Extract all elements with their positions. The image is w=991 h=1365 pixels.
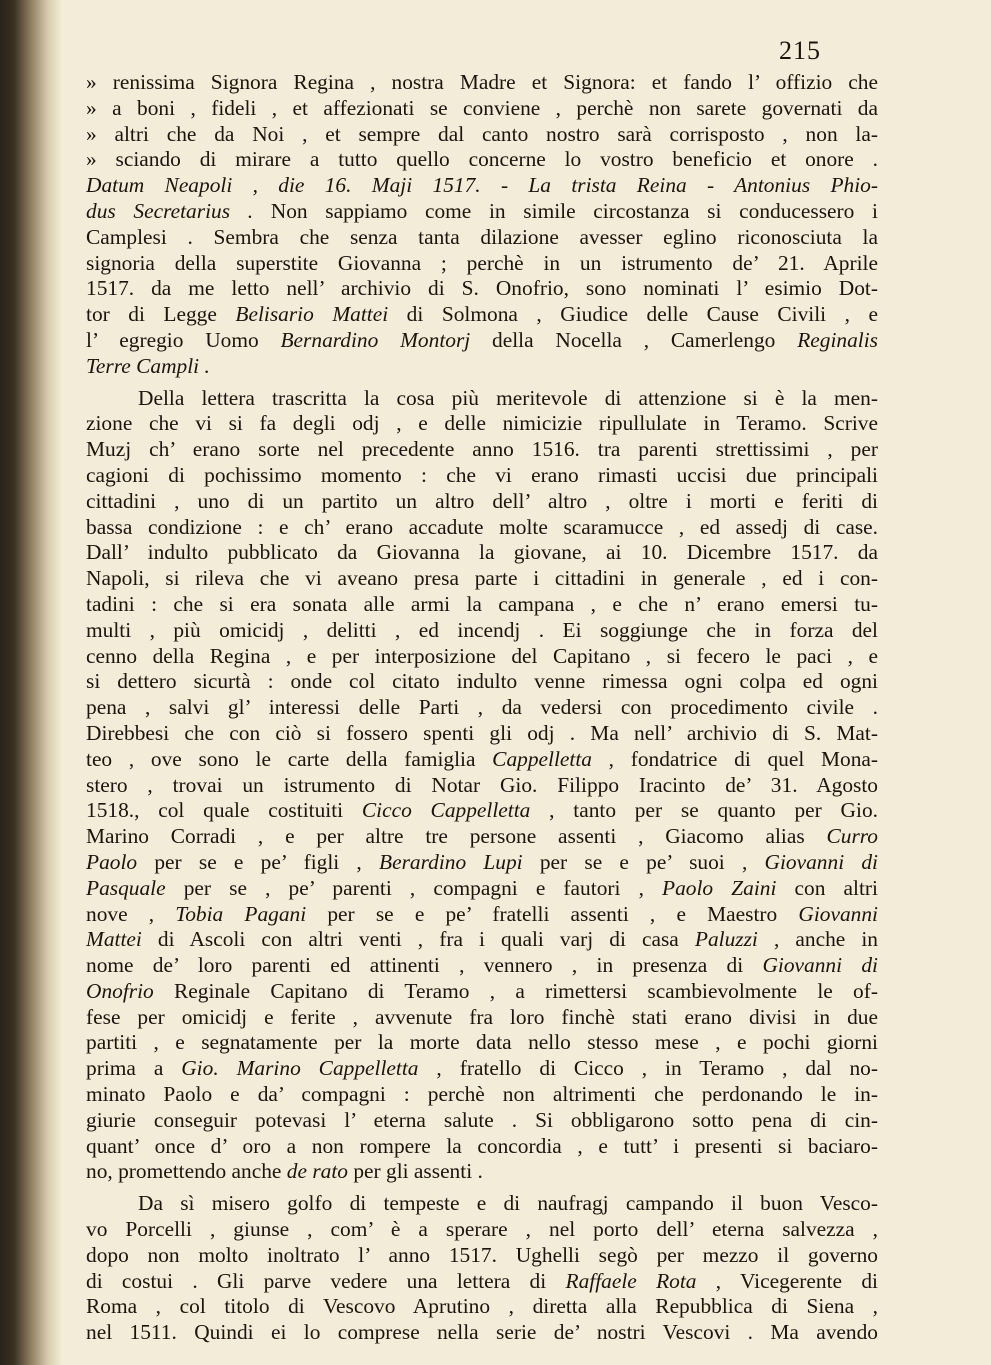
text-segment: , anche in [757,927,878,952]
text-segment: di costui . Gli parve vedere una lettera di [86,1268,566,1293]
body-text [86,70,878,1346]
text-line [86,669,878,695]
text-segment: quant’ once d’ oro a non rompere la concordia , e tutt’ i presenti si baciaro- [86,1133,878,1158]
text-line [86,1005,878,1031]
italic-text: Berardino Lupi [379,849,523,874]
text-line [86,540,878,566]
text-line [86,1294,878,1320]
italic-text: Paolo [86,849,138,874]
italic-text: Paolo Zaini [662,875,777,900]
text-segment: , Vicegerente di [696,1268,878,1293]
italic-text: Tobia Pagani [175,901,307,926]
italic-text: Reginalis [797,327,878,352]
text-segment: fese per omicidj e ferite , avvenute fra loro finchè stati erano divisi in due [86,1004,878,1029]
text-segment: signoria della superstite Giovanna ; perchè in un istrumento de’ 21. Aprile [86,250,878,275]
text-line [86,515,878,541]
text-line [86,463,878,489]
page-binding-shadow [0,0,62,1365]
text-segment: Da sì misero golfo di tempeste e di naufragj campando il buon Vesco- [138,1191,878,1216]
text-line [86,411,878,437]
text-segment: per gli assenti . [347,1159,483,1184]
text-segment: teo , ove sono le carte della famiglia [86,746,493,771]
italic-text: Paluzzi [694,927,758,952]
text-line [86,773,878,799]
text-segment: l’ egregio Uomo [86,327,281,352]
text-segment: bassa condizione : e ch’ erano accadute molte scaramucce , ed assedj di case. [86,514,878,539]
italic-text: Onofrio [86,978,154,1003]
text-line [86,489,878,515]
text-line [86,147,878,173]
text-line [86,592,878,618]
text-segment: partiti , e segnatamente per la morte data nello stesso mese , e pochi giorni [86,1030,878,1055]
text-line [86,695,878,721]
italic-text: Giovanni di [764,849,878,874]
text-segment: vo Porcelli , giunse , com’ è a sperare , nel porto dell’ eterna salvezza , [86,1217,878,1242]
text-segment: per se e pe’ figli , [137,849,380,874]
text-segment: nel 1511. Quindi ei lo comprese nella serie de’ nostri Vescovi . Ma avendo [86,1320,878,1345]
text-line [86,302,878,328]
text-segment: della Nocella , Camerlengo [470,327,798,352]
text-segment: no, promettendo anche [86,1159,287,1184]
italic-text: Cappelletta [492,746,592,771]
text-segment: , fratello di Cicco , in Teramo , dal no- [418,1056,878,1081]
text-segment: cittadini , uno di un partito un altro dell’ altro , oltre i morti e feriti di [86,488,878,513]
text-line [86,96,878,122]
text-line [86,876,878,902]
text-segment: per se , pe’ parenti , compagni e fautori , [165,875,663,900]
text-segment: minato Paolo e da’ compagni : perchè non altrimenti che perdonando le in- [86,1082,878,1107]
text-line [86,328,878,354]
italic-text: Terre Campli . [86,353,210,378]
text-line [86,386,878,412]
text-segment: tor di Legge [86,302,236,327]
text-line [86,1320,878,1346]
text-segment: Dall’ indulto pubblicato da Giovanna la giovane, ai 10. Dicembre 1517. da [86,540,878,565]
text-line [86,979,878,1005]
italic-text: Pasquale [86,875,166,900]
text-segment: Muzj ch’ erano sorte nel precedente anno 1516. tra parenti strettissimi , per [86,437,878,462]
text-segment: » renissima Signora Regina , nostra Madre et Signora: et fando l’ offizio che [86,70,878,94]
text-line [86,1134,878,1160]
text-line [86,437,878,463]
text-line [86,566,878,592]
text-segment: si dettero sicurtà : onde col citato indulto venne rimessa ogni colpa ed ogni [86,669,878,694]
text-line [86,251,878,277]
text-segment: » altri che da Noi , et sempre dal canto nostro sarà corrisposto , non la- [86,121,878,146]
text-segment: stero , trovai un istrumento di Notar Gio. Filippo Iracinto de’ 31. Agosto [86,772,878,797]
italic-text: dus Secretarius . [86,198,254,223]
italic-text: Belisario Mattei [235,302,389,327]
text-line [86,354,878,380]
italic-text: Curro [826,824,878,849]
text-segment: pena , salvi gl’ interessi delle Parti , da vedersi con procedimento civile . [86,695,878,720]
text-line [86,70,878,96]
text-segment: Della lettera trascritta la cosa più meritevole di attenzione si è la men- [138,385,878,410]
text-line [86,747,878,773]
text-line [86,225,878,251]
text-segment: Marino Corradi , e per altre tre persone assenti , Giacomo alias [86,824,827,849]
text-line [86,902,878,928]
page-number: 215 [779,36,821,65]
text-line [86,644,878,670]
text-line [86,1159,878,1185]
italic-text: de rato [286,1159,348,1184]
text-segment: Roma , col titolo di Vescovo Aprutino , diretta alla Repubblica di Siena , [86,1294,878,1319]
text-line [86,1269,878,1295]
text-line [86,798,878,824]
text-segment: » a boni , fideli , et affezionati se conviene , perchè non sarete governati da [86,95,878,120]
text-line [86,721,878,747]
text-segment: prima a [86,1056,182,1081]
text-segment: cenno della Regina , e per interposizione del Capitano , si fecero le paci , e [86,643,878,668]
italic-text: Giovanni [798,901,878,926]
text-segment: di Solmona , Giudice delle Cause Civili , e [388,302,878,327]
text-segment: Direbbesi che con ciò si fossero spenti gli odj . Ma nell’ archivio di S. Mat- [86,720,878,745]
text-line [86,1191,878,1217]
text-segment: di Ascoli con altri venti , fra i quali varj di casa [141,927,695,952]
text-line [86,1030,878,1056]
italic-text: Bernardino Montorj [280,327,471,352]
italic-text: Cicco Cappelletta [361,798,531,823]
text-line [86,1082,878,1108]
text-line [86,1217,878,1243]
text-line [86,824,878,850]
text-segment: zione che vi si fa degli odj , e delle nimicizie ripullulate in Teramo. Scrive [86,411,878,436]
italic-text: Gio. Marino Cappelletta [181,1056,419,1081]
italic-text: Raffaele Rota [565,1268,697,1293]
text-segment: per se e pe’ fratelli assenti , e Maestro [306,901,799,926]
text-line [86,953,878,979]
text-segment: Napoli, si rileva che vi aveano presa parte i cittadini in generale , ed i con- [86,566,878,591]
italic-text: Giovanni di [762,953,878,978]
text-segment: Camplesi . Sembra che senza tanta dilazione avesser eglino riconosciuta la [86,224,878,249]
text-line [86,850,878,876]
text-segment: cagioni di pochissimo momento : che vi erano rimasti uccisi due principali [86,462,878,487]
text-segment: tadini : che si era sonata alle armi la campana , e che n’ erano emersi tu- [86,591,878,616]
text-line [86,276,878,302]
text-segment: nove , [86,901,176,926]
italic-text: Datum Neapoli , die 16. Maji 1517. - La trista Reina - Antonius Phio- [86,173,878,198]
text-segment: nome de’ loro parenti ed attinenti , vennero , in presenza di [86,953,763,978]
text-segment: , fondatrice di quel Mona- [591,746,878,771]
text-segment: » sciando di mirare a tutto quello concerne lo vostro beneficio et onore . [86,147,878,172]
text-segment: 1517. da me letto nell’ archivio di S. Onofrio, sono nominati l’ esimio Dot- [86,276,878,301]
text-segment: multi , più omicidj , delitti , ed incendj . Ei soggiunge che in forza del [86,617,878,642]
text-segment: Non sappiamo come in simile circostanza si conducessero i [253,198,878,223]
italic-text: Mattei [86,927,142,952]
text-line [86,618,878,644]
text-line [86,122,878,148]
text-segment: Reginale Capitano di Teramo , a rimettersi scambievolmente le of- [153,978,878,1003]
text-segment: con altri [776,875,878,900]
text-line [86,199,878,225]
text-segment: giurie conseguir potevasi l’ eterna salute . Si obbligarono sotto pena di cin- [86,1107,878,1132]
text-line [86,1243,878,1269]
text-segment: 1518., col quale costituiti [86,798,362,823]
text-line [86,173,878,199]
text-line [86,927,878,953]
text-line [86,1108,878,1134]
text-segment: , tanto per se quanto per Gio. [530,798,878,823]
text-segment: dopo non molto inoltrato l’ anno 1517. Ughelli segò per mezzo il governo [86,1242,878,1267]
text-segment: per se e pe’ suoi , [522,849,765,874]
text-line [86,1056,878,1082]
